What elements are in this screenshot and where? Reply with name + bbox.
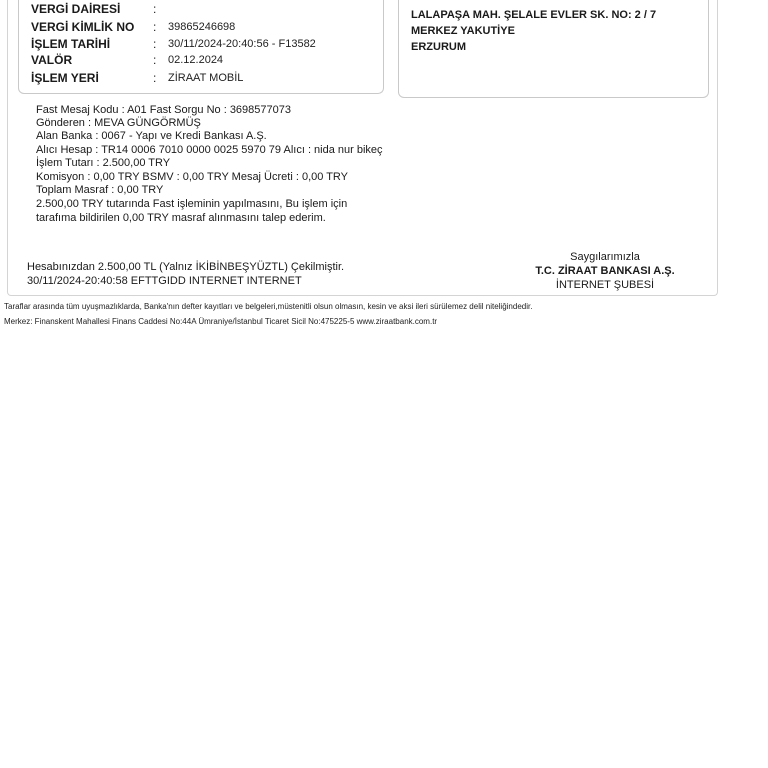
alici-hesap-line: Alıcı Hesap : TR14 0006 7010 0000 0025 5970 79 Alıcı : nida nur bikeç bbox=[36, 144, 383, 156]
bank-name-text: T.C. ZİRAAT BANKASI A.Ş. bbox=[535, 265, 675, 277]
valor-value: 02.12.2024 bbox=[168, 54, 224, 66]
komisyon-line: Komisyon : 0,00 TRY BSMV : 0,00 TRY Mesaj Ücreti : 0,00 TRY bbox=[36, 171, 349, 183]
address-line-1: LALAPAŞA MAH. ŞELALE EVLER SK. NO: 2 / 7 bbox=[411, 9, 657, 21]
talimat-line-1: 2.500,00 TRY tutarında Fast işleminin yapılmasını, Bu işlem için bbox=[36, 198, 348, 210]
saygilar-text: Saygılarımızla bbox=[570, 251, 640, 263]
address-line-3: ERZURUM bbox=[411, 41, 466, 53]
gonderen-line: Gönderen : MEVA GÜNGÖRMÜŞ bbox=[36, 117, 201, 129]
islem-tutari-line: İşlem Tutarı : 2.500,00 TRY bbox=[36, 157, 171, 169]
vergi-dairesi-label: VERGİ DAİRESİ bbox=[31, 2, 121, 16]
kanal-text: 30/11/2024-20:40:58 EFTTGIDD INTERNET INTERNET bbox=[27, 275, 302, 287]
islem-tarihi-value: 30/11/2024-20:40:56 - F13582 bbox=[168, 38, 316, 50]
transaction-info-box bbox=[18, 0, 384, 94]
alan-banka-line: Alan Banka : 0067 - Yapı ve Kredi Bankası A.Ş. bbox=[36, 130, 267, 142]
cekilme-text: Hesabınızdan 2.500,00 TL (Yalnız İKİBİNBEŞYÜZTL) Çekilmiştir. bbox=[27, 261, 345, 273]
fast-mesaj-line: Fast Mesaj Kodu : A01 Fast Sorgu No : 3698577073 bbox=[36, 104, 291, 116]
toplam-masraf-line: Toplam Masraf : 0,00 TRY bbox=[36, 184, 164, 196]
branch-name-text: İNTERNET ŞUBESİ bbox=[555, 279, 655, 291]
islem-tarihi-colon: : bbox=[153, 37, 157, 51]
address-box bbox=[398, 0, 709, 98]
islem-yeri-colon: : bbox=[153, 71, 157, 85]
islem-yeri-label: İŞLEM YERİ bbox=[31, 71, 99, 85]
islem-yeri-value: ZİRAAT MOBİL bbox=[168, 72, 244, 84]
talimat-line-2: tarafıma bildirilen 0,00 TRY masraf alınmasını talep ederim. bbox=[36, 212, 326, 224]
address-line-2: MERKEZ YAKUTİYE bbox=[411, 25, 515, 37]
vergi-kimlik-no-colon: : bbox=[153, 20, 157, 34]
valor-label: VALÖR bbox=[31, 53, 73, 67]
legal-disclaimer: Taraflar arasında tüm uyuşmazlıklarda, Banka'nın defter kayıtları ve belgeleri,müstenitli olsun olmasın, kesin ve aksi ileri sürülemez delil niteliğindedir. bbox=[4, 302, 533, 311]
islem-tarihi-label: İŞLEM TARİHİ bbox=[31, 37, 111, 51]
headquarters-address: Merkez: Finanskent Mahallesi Finans Caddesi No:44A Ümraniye/İstanbul Ticaret Sicil No:475225-5 www.ziraatbank.com.tr bbox=[4, 317, 438, 326]
vergi-dairesi-colon: : bbox=[153, 2, 157, 16]
vergi-kimlik-no-label: VERGİ KİMLİK NO bbox=[31, 20, 135, 34]
valor-colon: : bbox=[153, 53, 157, 67]
vergi-kimlik-no-value: 39865246698 bbox=[168, 21, 236, 33]
